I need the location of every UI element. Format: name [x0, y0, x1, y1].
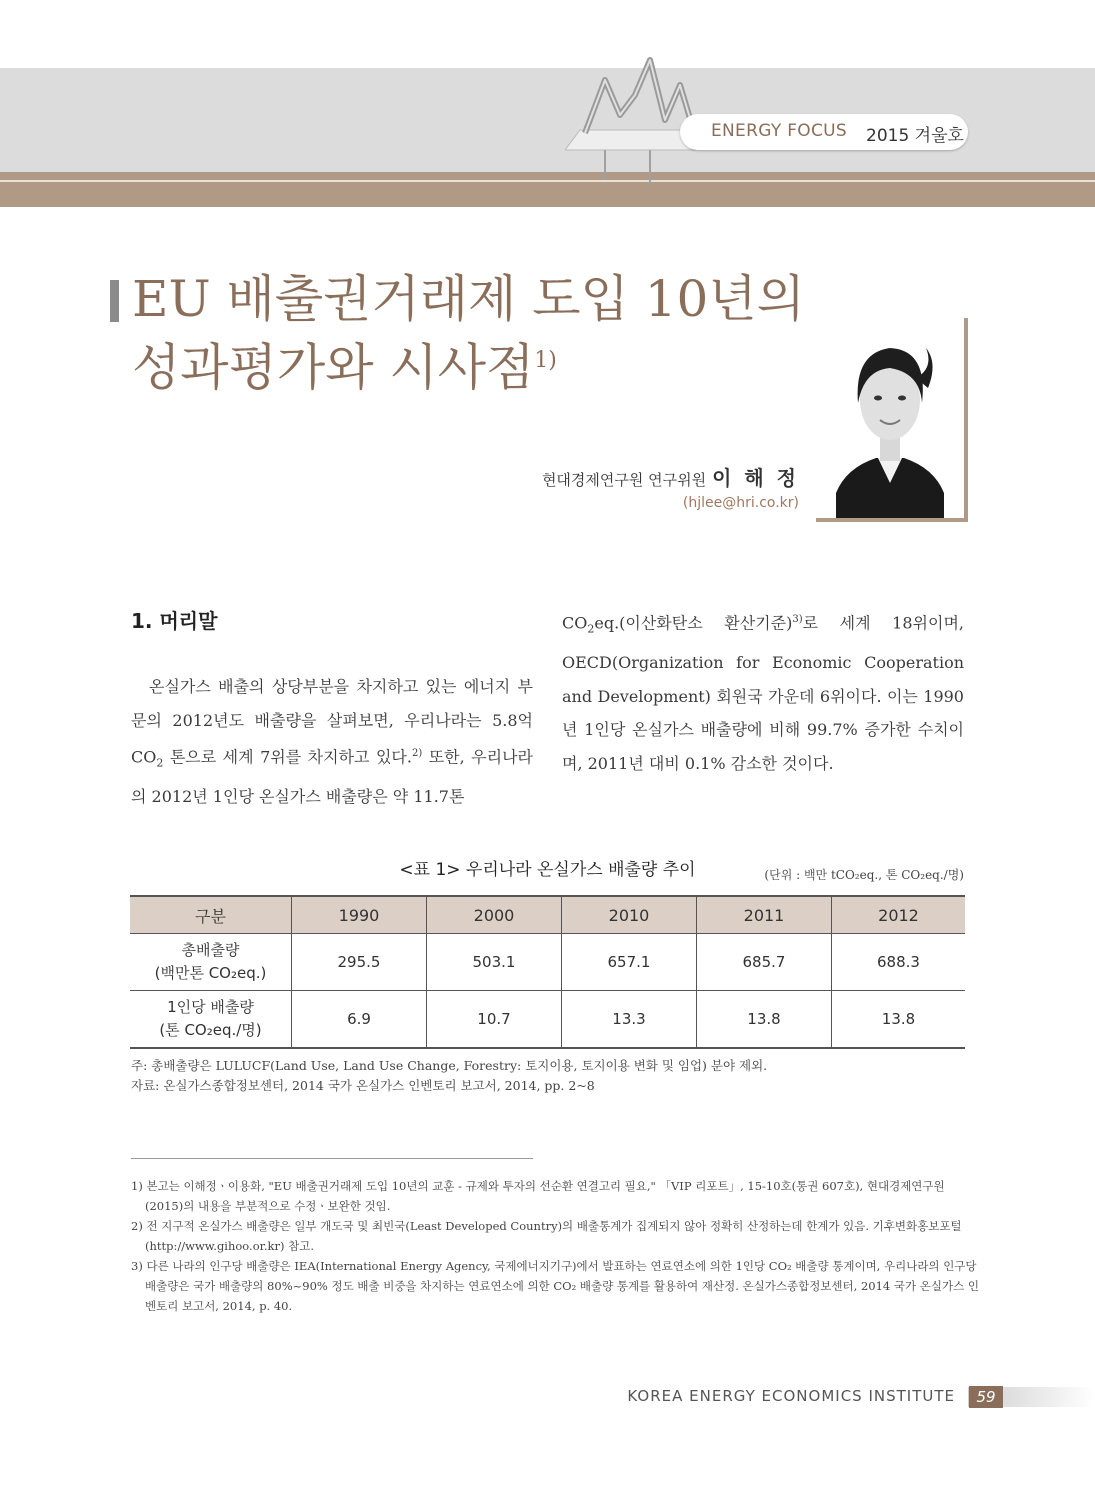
author-line [542, 462, 799, 491]
table-row [130, 991, 965, 1049]
table-cell: 13.8 [832, 991, 966, 1049]
table-header-row [130, 896, 965, 934]
row-label: 총배출량 (백만톤 CO₂eq.) [130, 934, 292, 991]
table-header-cell: 2000 [427, 896, 562, 934]
table-cell: 10.7 [427, 991, 562, 1049]
author-name: 이 해 정 [712, 466, 799, 490]
header-stripe-line [0, 180, 1095, 182]
footer-institute: KOREA ENERGY ECONOMICS INSTITUTE [627, 1387, 955, 1405]
author-photo [816, 318, 968, 522]
table-unit: (단위 : 백만 tCO₂eq., 톤 CO₂eq./명) [764, 868, 964, 882]
table-cell: 13.3 [562, 991, 697, 1049]
section-heading: 1. 머리말 [131, 609, 218, 633]
table-row [130, 934, 965, 991]
footnote-divider [131, 1158, 533, 1159]
table-header-cell: 2011 [697, 896, 832, 934]
table-note: 주: 총배출량은 LULUCF(Land Use, Land Use Change, Forestry: 토지이용, 토지이용 변화 및 임업) 분야 제외. [131, 1058, 768, 1073]
table-caption: <표 1> 우리나라 온실가스 배출량 추이 [399, 860, 696, 880]
row-label: 1인당 배출량 (톤 CO₂eq./명) [130, 991, 292, 1049]
table-cell: 503.1 [427, 934, 562, 991]
article-title-line1: EU 배출권거래제 도입 10년의 [132, 270, 805, 328]
footnote-3: 3) 다른 나라의 인구당 배출량은 IEA(International Energy Agency, 국제에너지기구)에서 발표하는 연료연소에 의한 1인당 CO₂ 배출량 통계이며, 우리나라의 인구당 배출량은 국가 배출량의 80%~90% 정도 배출 비중을 차지하는 연료연소에 의한 CO₂ 배출량 통계를 활용하여 재산정. 온실가스종합정보센터, 2014 국가 온실가스 인벤토리 보고서, 2014, p. 40. [131, 1259, 979, 1313]
table-header-cell: 구분 [130, 896, 292, 934]
header-stripe [0, 172, 1095, 207]
table-cell: 295.5 [292, 934, 427, 991]
footnote-ref: 2) [411, 748, 423, 759]
article-title [132, 268, 805, 399]
emissions-table [130, 895, 965, 1049]
table-header-cell: 2012 [832, 896, 966, 934]
table-cell: 6.9 [292, 991, 427, 1049]
portrait-icon [816, 318, 964, 518]
table-cell: 657.1 [562, 934, 697, 991]
intro-paragraph-right: $CO_2eq$.(이산화탄소 환산기준)$^{3)}$로 세계 18위이며, OECD(Organization for Economic Cooperation and Development) 회원국 가운데 6위이다. 이는 1990년 1인당 온실가스 배출량에 비해 99.7% 증가한 수치이며, 2011년 대비 0.1% 감소한 것이다. [562, 613, 964, 773]
table-header-cell: 1990 [292, 896, 427, 934]
title-accent-bar [110, 280, 119, 322]
table-cell: 685.7 [697, 934, 832, 991]
table-cell: 13.8 [697, 991, 832, 1049]
author-email: (hjlee@hri.co.kr) [682, 495, 799, 511]
intro-paragraph-left: 온실가스 배출의 상당부분을 차지하고 있는 에너지 부문의 2012년도 배출량을 살펴보면, 우리나라는 5.8억 $CO_2$ 톤으로 세계 7위를 차지하고 있다.$^{2)}$ 또한, 우리나라의 2012년 1인당 온실가스 배출량은 약 11.7톤 [131, 677, 533, 807]
footnote-ref: 3) [792, 614, 803, 625]
table-source: 자료: 온실가스종합정보센터, 2014 국가 온실가스 인벤토리 보고서, 2014, pp. 2~8 [131, 1078, 595, 1093]
header-issue-label: 2015 겨울호 [866, 126, 964, 146]
footnote-1: 1) 본고는 이해정ㆍ이용화, "EU 배출권거래제 도입 10년의 교훈 - 규제와 투자의 선순환 연결고리 필요," 「VIP 리포트」, 15-10호(통권 607호), 현대경제연구원(2015)의 내용을 부분적으로 수정ㆍ보완한 것임. [131, 1179, 945, 1213]
table-header-cell: 2010 [562, 896, 697, 934]
article-title-line2: 성과평가와 시사점 [132, 338, 535, 397]
header-section-label: ENERGY FOCUS [711, 121, 847, 141]
footnote-2: 2) 전 지구적 온실가스 배출량은 일부 개도국 및 최빈국(Least Developed Country)의 배출통계가 집계되지 않아 정확히 산정하는데 한계가 있음. 기후변화홍보포털(http://www.gihoo.or.kr) 참고. [131, 1219, 962, 1253]
page-number: 59 [969, 1386, 1003, 1408]
table-cell: 688.3 [832, 934, 966, 991]
author-affiliation: 현대경제연구원 연구위원 [541, 471, 707, 489]
title-footnote-ref: 1) [534, 348, 557, 373]
